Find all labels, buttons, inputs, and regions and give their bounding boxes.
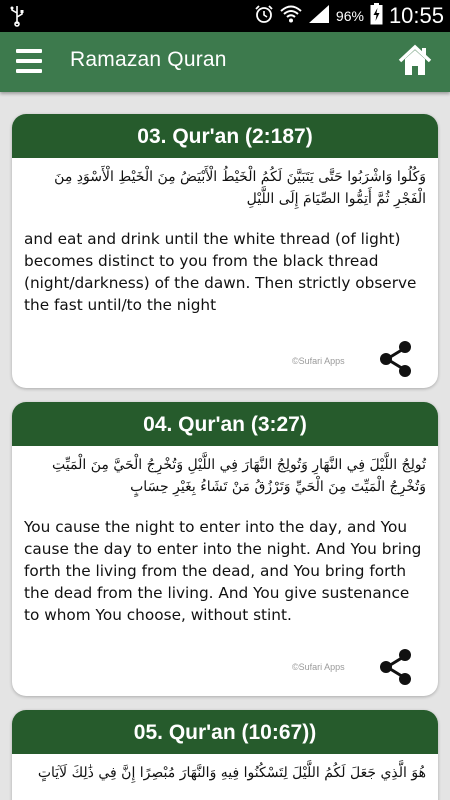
- status-bar: [0, 0, 450, 32]
- menu-button[interactable]: [12, 45, 44, 77]
- alarm-icon: [254, 4, 274, 28]
- battery-percent: 96%: [335, 8, 364, 24]
- clock: 10:55: [388, 3, 444, 28]
- app-bar: [0, 32, 450, 92]
- home-button[interactable]: [398, 44, 432, 78]
- menu-icon-bar: [16, 59, 42, 63]
- verse-card: [12, 114, 438, 388]
- signal-icon: [308, 4, 330, 28]
- verse-title: 03. Qur'an (2:187): [12, 114, 438, 158]
- menu-icon: [16, 49, 42, 53]
- share-button[interactable]: [378, 340, 414, 378]
- credit-text: ©Sufari Apps: [292, 662, 345, 672]
- share-icon: [378, 648, 414, 686]
- share-button[interactable]: [378, 648, 414, 686]
- translation-text: and eat and drink until the white thread (of light) becomes distinct to you from the black thread (night/darkness) of the dawn. Then strictly observe the fast until/to the night: [24, 230, 417, 314]
- verse-title: 05. Qur'an (10:67)): [12, 710, 438, 754]
- arabic-text: وَكُلُوا وَاشْرَبُوا حَتَّى يَتَبَيَّنَ لَكُمُ الْخَيْطُ الْأَبْيَضُ مِنَ الْخَيْطِ الْأَسْوَدِ مِنَ الْفَجْرِ ثُمَّ أَتِمُّوا الصِّيَامَ إِلَى اللَّيْلِ: [54, 169, 426, 207]
- verse-card: [12, 710, 438, 800]
- verse-title: 04. Qur'an (3:27): [12, 402, 438, 446]
- translation-text: You cause the night to enter into the day, and You cause the day to enter into the night. And You bring forth the living from the dead, and You bring forth the dead from the living. And You give sustenance to whom You choose, without stint.: [24, 518, 422, 624]
- arabic-text: هُوَ الَّذِي جَعَلَ لَكُمُ اللَّيْلَ لِتَسْكُنُوا فِيهِ وَالنَّهَارَ مُبْصِرًا إِنَّ فِي ذَٰلِكَ لَآيَاتٍ: [37, 765, 426, 781]
- home-icon: [398, 44, 432, 78]
- app-title: Ramazan Quran: [70, 48, 227, 71]
- verse-list[interactable]: [0, 92, 450, 800]
- verse-card: [12, 402, 438, 696]
- usb-icon: [10, 5, 24, 31]
- credit-text: ©Sufari Apps: [292, 356, 345, 366]
- battery-charging-icon: [370, 3, 383, 29]
- arabic-text: تُولِجُ اللَّيْلَ فِي النَّهَارِ وَتُولِجُ النَّهَارَ فِي اللَّيْلِ وَتُخْرِجُ الْحَيَّ مِنَ الْمَيِّتِ وَتُخْرِجُ الْمَيِّتَ مِنَ الْحَيِّ وَتَرْزُقُ مَنْ تَشَاءُ بِغَيْرِ حِسَابٍ: [52, 457, 426, 495]
- wifi-icon: [280, 5, 302, 27]
- share-icon: [378, 340, 414, 378]
- menu-icon-bar: [16, 69, 42, 73]
